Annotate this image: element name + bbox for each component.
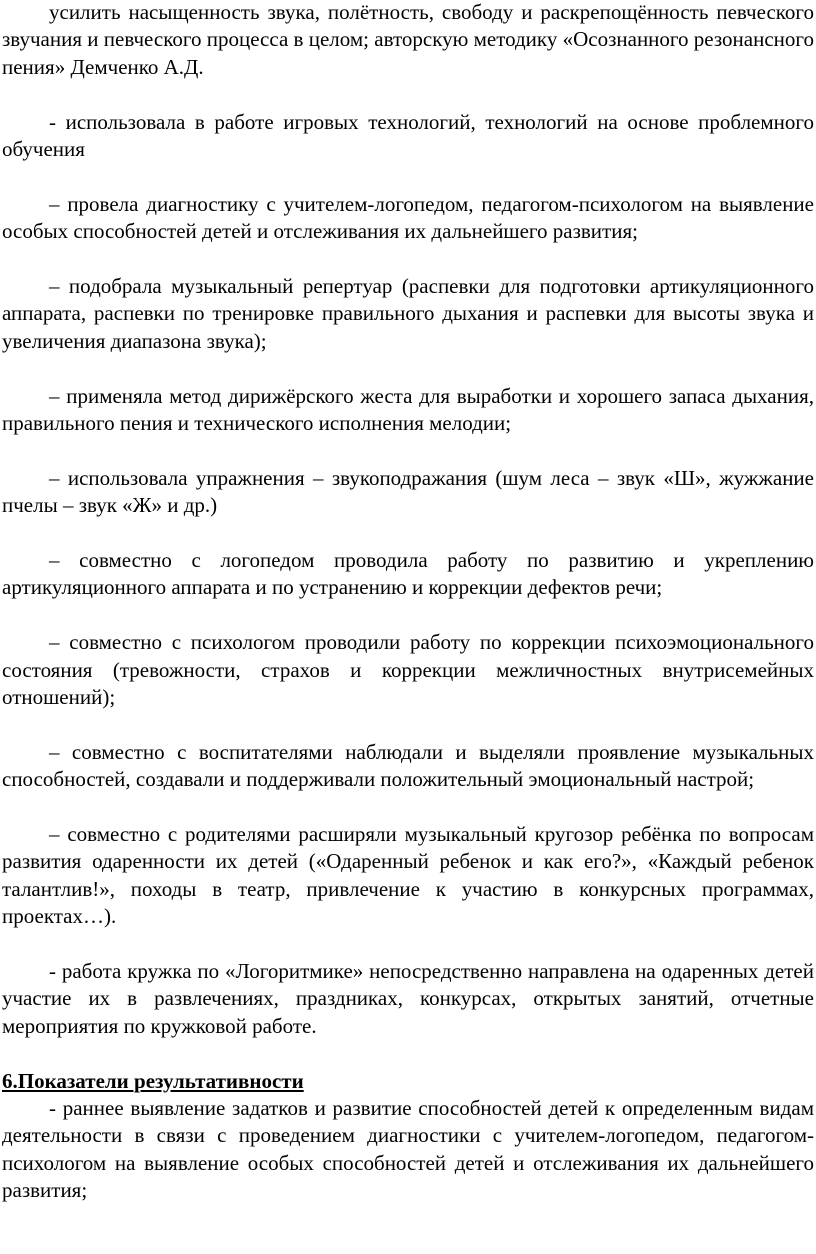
paragraph-parents: – совместно с родителями расширяли музыкальный кругозор ребёнка по вопросам развития одаренности их детей («Одаренный ребенок и как его?», «Каждый ребенок талантлив!», походы в театр, привлечение к участию в конкурсных программах, проектах…). <box>2 822 814 929</box>
paragraph-early-identification: - раннее выявление задатков и развитие способностей детей к определенным видам деятельности в связи с проведением диагностики с учителем-логопедом, педагогом-психологом на выявление особых способностей детей и отслеживания их дальнейшего развития; <box>2 1096 814 1203</box>
section-heading-performance-indicators: 6.Показатели результативности <box>2 1068 304 1093</box>
paragraph-diagnostics: – провела диагностику с учителем-логопедом, педагогом-психологом на выявление особых способностей детей и отслеживания их дальнейшего развития; <box>2 191 814 244</box>
paragraph-onomatopoeia: – использовала упражнения – звукоподражания (шум леса – звук «Ш», жужжание пчелы – звук «Ж» и др.) <box>2 465 814 518</box>
paragraph-conductor-gesture: – применяла метод дирижёрского жеста для выработки и хорошего запаса дыхания, правильного пения и технического исполнения мелодии; <box>2 383 814 436</box>
paragraph-psychologist: – совместно с психологом проводили работу по коррекции психоэмоционального состояния (тревожности, страхов и коррекции межличностных внутрисемейных отношений); <box>2 630 814 710</box>
paragraph-repertoire: – подобрала музыкальный репертуар (распевки для подготовки артикуляционного аппарата, распевки по тренировке правильного дыхания и распевки для высоты звука и увеличения диапазона звука); <box>2 274 814 353</box>
paragraph-speech-therapist: – совместно с логопедом проводила работу по развитию и укреплению артикуляционного аппарата и по устранению и коррекции дефектов речи; <box>2 548 814 600</box>
paragraph-educators: – совместно с воспитателями наблюдали и выделяли проявление музыкальных способностей, создавали и поддерживали положительный эмоциональный настрой; <box>2 739 814 792</box>
paragraph-logorhythmics-club: - работа кружка по «Логоритмике» непосредственно направлена на одаренных детей участие их в развлечениях, праздниках, конкурсах, открытых занятий, отчетные мероприятия по кружковой работе. <box>2 959 814 1038</box>
paragraph-singing-methods: усилить насыщенность звука, полётность, свободу и раскрепощённость певческого звучания и певческого процесса в целом; авторскую методику «Осознанного резонансного пения» Демченко А.Д. <box>2 0 814 79</box>
paragraph-game-technologies: - использовала в работе игровых технологий, технологий на основе проблемного обучения <box>2 109 814 162</box>
